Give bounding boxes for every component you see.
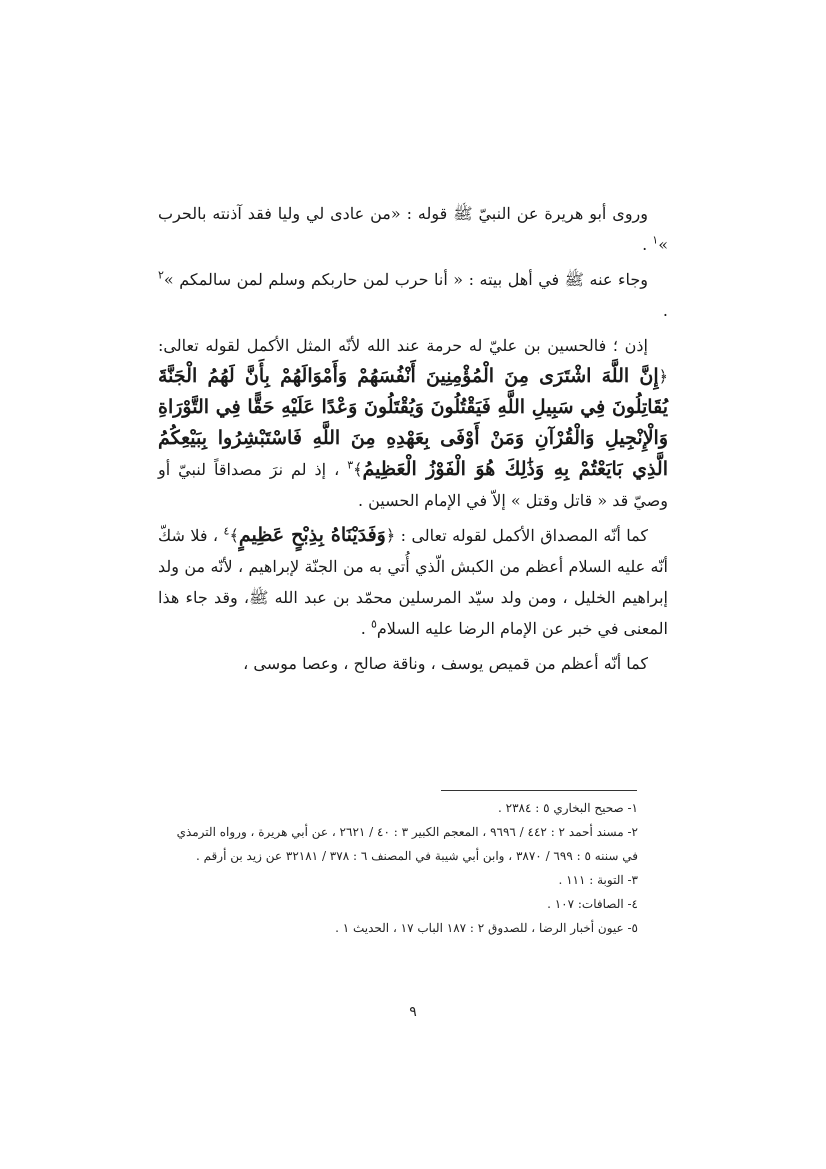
quran-verse-saffat: وَفَدَيْنَاهُ بِذِبْحٍ عَظِيمٍ (238, 524, 386, 546)
page-number: ٩ (409, 1004, 417, 1020)
footnote-ref-4[interactable]: ٤ (223, 524, 230, 538)
footnotes (158, 796, 638, 940)
footnote-5: ٥- عيون أخبار الرضا ، للصدوق ٢ : ١٨٧ الباب ١٧ ، الحديث ١ . (335, 921, 638, 935)
footnote-ref-5[interactable]: ٥ (370, 617, 377, 631)
footnote-ref-1[interactable]: ١ (652, 233, 659, 247)
paragraph-3: إذن ؛ فالحسين بن عليّ له حرمة عند الله لأنّه المثل الأكمل لقوله تعالى: ﴿إِنَّ اللَّهَ اشْتَرَى مِنَ الْمُؤْمِنِينَ أَنْفُسَهُمْ وَأَمْوَالَهُمْ بِأَنَّ لَهُمُ الْجَنَّةَ يُقَاتِلُونَ فِي سَبِيلِ اللَّهِ فَيَقْتُلُونَ وَيُقْتَلُونَ وَعْدًا عَلَيْهِ حَقًّا فِي التَّوْرَاةِ وَالْإِنْجِيلِ وَالْقُرْآنِ وَمَنْ أَوْفَى بِعَهْدِهِ مِنَ اللَّهِ فَاسْتَبْشِرُوا بِبَيْعِكُمُ الَّذِي بَايَعْتُمْ بِهِ وَذَٰلِكَ هُوَ الْفَوْزُ الْعَظِيمُ﴾$^٣$ ، إذ لم نرَ مصداقاً لنبيّ أو وصيّ قد « قاتل وقتل » إلاّ في الإمام الحسين . (158, 336, 668, 510)
footnote-1: ١- صحيح البخاري ٥ : ٢٣٨٤ . (497, 801, 638, 815)
quran-verse-tawba: إِنَّ اللَّهَ اشْتَرَى مِنَ الْمُؤْمِنِينَ أَنْفُسَهُمْ وَأَمْوَالَهُمْ بِأَنَّ لَهُمُ الْجَنَّةَ يُقَاتِلُونَ فِي سَبِيلِ اللَّهِ فَيَقْتُلُونَ وَيُقْتَلُونَ وَعْدًا عَلَيْهِ حَقًّا فِي التَّوْرَاةِ وَالْإِنْجِيلِ وَالْقُرْآنِ وَمَنْ أَوْفَى بِعَهْدِهِ مِنَ اللَّهِ فَاسْتَبْشِرُوا بِبَيْعِكُمُ الَّذِي بَايَعْتُمْ بِهِ وَذَٰلِكَ هُوَ الْفَوْزُ الْعَظِيمُ (158, 365, 668, 480)
footnote-separator (441, 790, 637, 791)
footnote-ref-3[interactable]: ٣ (347, 458, 354, 472)
footnote-4: ٤- الصافات: ١٠٧ . (547, 897, 638, 911)
paragraph-5: كما أنّه أعظم من قميص يوسف ، وناقة صالح ، وعصا موسى ، (243, 654, 648, 673)
footnote-3: ٣- التوبة : ١١١ . (558, 873, 638, 887)
footnote-2: ٢- مسند أحمد ٢ : ٤٤٢ / ٩٦٩٦ ، المعجم الكبير ٣ : ٤٠ / ٢٦٢١ ، عن أبي هريرة ، ورواه الترمذي في سننه ٥ : ٦٩٩ / ٣٨٧٠ ، وابن أبي شيبة في المصنف ٦ : ٣٧٨ / ٣٢١٨١ عن زيد بن أرقم . (176, 825, 638, 863)
footnote-ref-2[interactable]: ٢ (158, 268, 164, 282)
paragraph-4: كما أنّه المصداق الأكمل لقوله تعالى : ﴿وَفَدَيْنَاهُ بِذِبْحٍ عَظِيمٍ﴾$^٤$ ، فلا شكّ أنّه عليه السلام أعظم من الكبش الّذي أُتي به من الجنّة لإبراهيم ، لأنّه من ولد إبراهيم الخليل ، ومن ولد سيّد المرسلين محمّد بن عبد الله ﷺ، وقد جاء هذا المعنى في خبر عن الإمام الرضا عليه السلام$^٥$ . (158, 524, 668, 638)
main-text (158, 198, 668, 679)
paragraph-2: وجاء عنه ﷺ في أهل بيته : « أنا حرب لمن حاربكم وسلم لمن سالمكم »$^٢$ . (158, 268, 668, 320)
paragraph-1: وروى أبو هريرة عن النبيّ ﷺ قوله : «من عادى لي وليا فقد آذنته بالحرب »$^١$ . (158, 204, 668, 254)
